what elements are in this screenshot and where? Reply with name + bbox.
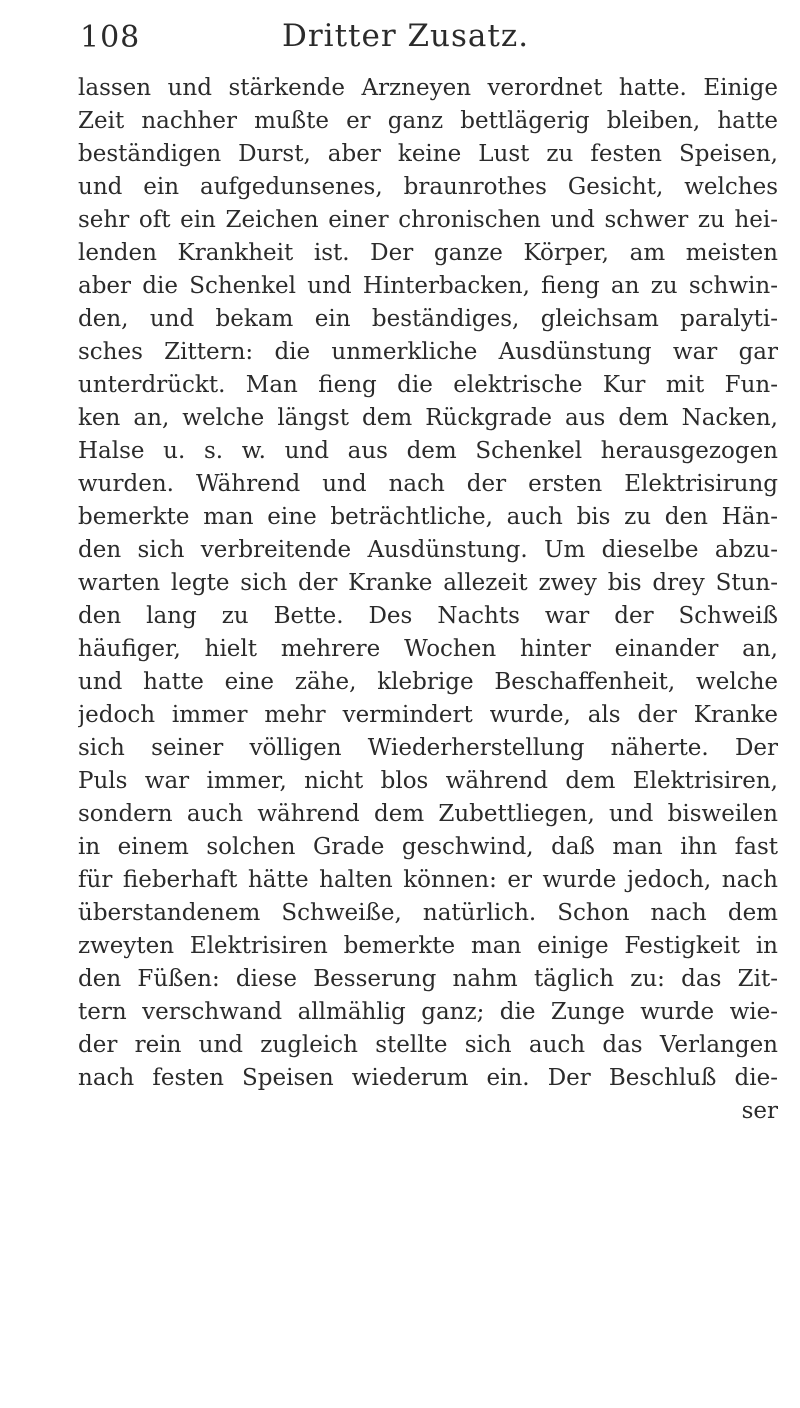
page-header <box>62 14 762 64</box>
text-line: den Füßen: diese Besserung nahm täglich zu: das Zit- <box>78 966 778 992</box>
text-line: der rein und zugleich stellte sich auch das Verlangen <box>78 1032 778 1058</box>
text-line: für fieberhaft hätte halten können: er wurde jedoch, nach <box>78 867 778 893</box>
body-text <box>78 72 778 1128</box>
text-line: Halse u. s. w. und aus dem Schenkel herausgezogen <box>78 438 778 464</box>
page-number: 108 <box>80 20 141 55</box>
running-head: Dritter Zusatz. <box>282 18 530 54</box>
text-line: wurden. Während und nach der ersten Elektrisirung <box>78 471 778 497</box>
text-line: lenden Krankheit ist. Der ganze Körper, am meisten <box>78 240 778 266</box>
text-line: tern verschwand allmählig ganz; die Zunge wurde wie- <box>78 999 778 1025</box>
text-line: sondern auch während dem Zubettliegen, und bisweilen <box>78 801 778 827</box>
text-line: sehr oft ein Zeichen einer chronischen und schwer zu hei- <box>78 207 778 233</box>
text-line: Zeit nachher mußte er ganz bettlägerig bleiben, hatte <box>78 108 778 134</box>
text-line: den sich verbreitende Ausdünstung. Um dieselbe abzu- <box>78 537 778 563</box>
text-line: in einem solchen Grade geschwind, daß man ihn fast <box>78 834 778 860</box>
text-line: den, und bekam ein beständiges, gleichsam paralyti- <box>78 306 778 332</box>
text-line: überstandenem Schweiße, natürlich. Schon nach dem <box>78 900 778 926</box>
text-line: sches Zittern: die unmerkliche Ausdünstung war gar <box>78 339 778 365</box>
catchword: ser <box>741 1098 778 1124</box>
text-line: jedoch immer mehr vermindert wurde, als der Kranke <box>78 702 778 728</box>
text-line: ken an, welche längst dem Rückgrade aus dem Nacken, <box>78 405 778 431</box>
text-line: warten legte sich der Kranke allezeit zwey bis drey Stun- <box>78 570 778 596</box>
text-line: Puls war immer, nicht blos während dem Elektrisiren, <box>78 768 778 794</box>
text-line: sich seiner völligen Wiederherstellung näherte. Der <box>78 735 778 761</box>
text-line: häufiger, hielt mehrere Wochen hinter einander an, <box>78 636 778 662</box>
text-line: zweyten Elektrisiren bemerkte man einige Festigkeit in <box>78 933 778 959</box>
text-line: unterdrückt. Man fieng die elektrische Kur mit Fun- <box>78 372 778 398</box>
text-line: lassen und stärkende Arzneyen verordnet hatte. Einige <box>78 75 778 101</box>
text-line: beständigen Durst, aber keine Lust zu festen Speisen, <box>78 141 778 167</box>
text-line: nach festen Speisen wiederum ein. Der Beschluß die- <box>78 1065 778 1091</box>
text-line: und ein aufgedunsenes, braunrothes Gesicht, welches <box>78 174 778 200</box>
text-line: und hatte eine zähe, klebrige Beschaffenheit, welche <box>78 669 778 695</box>
text-line: aber die Schenkel und Hinterbacken, fieng an zu schwin- <box>78 273 778 299</box>
text-line: den lang zu Bette. Des Nachts war der Schweiß <box>78 603 778 629</box>
text-line: bemerkte man eine beträchtliche, auch bis zu den Hän- <box>78 504 778 530</box>
